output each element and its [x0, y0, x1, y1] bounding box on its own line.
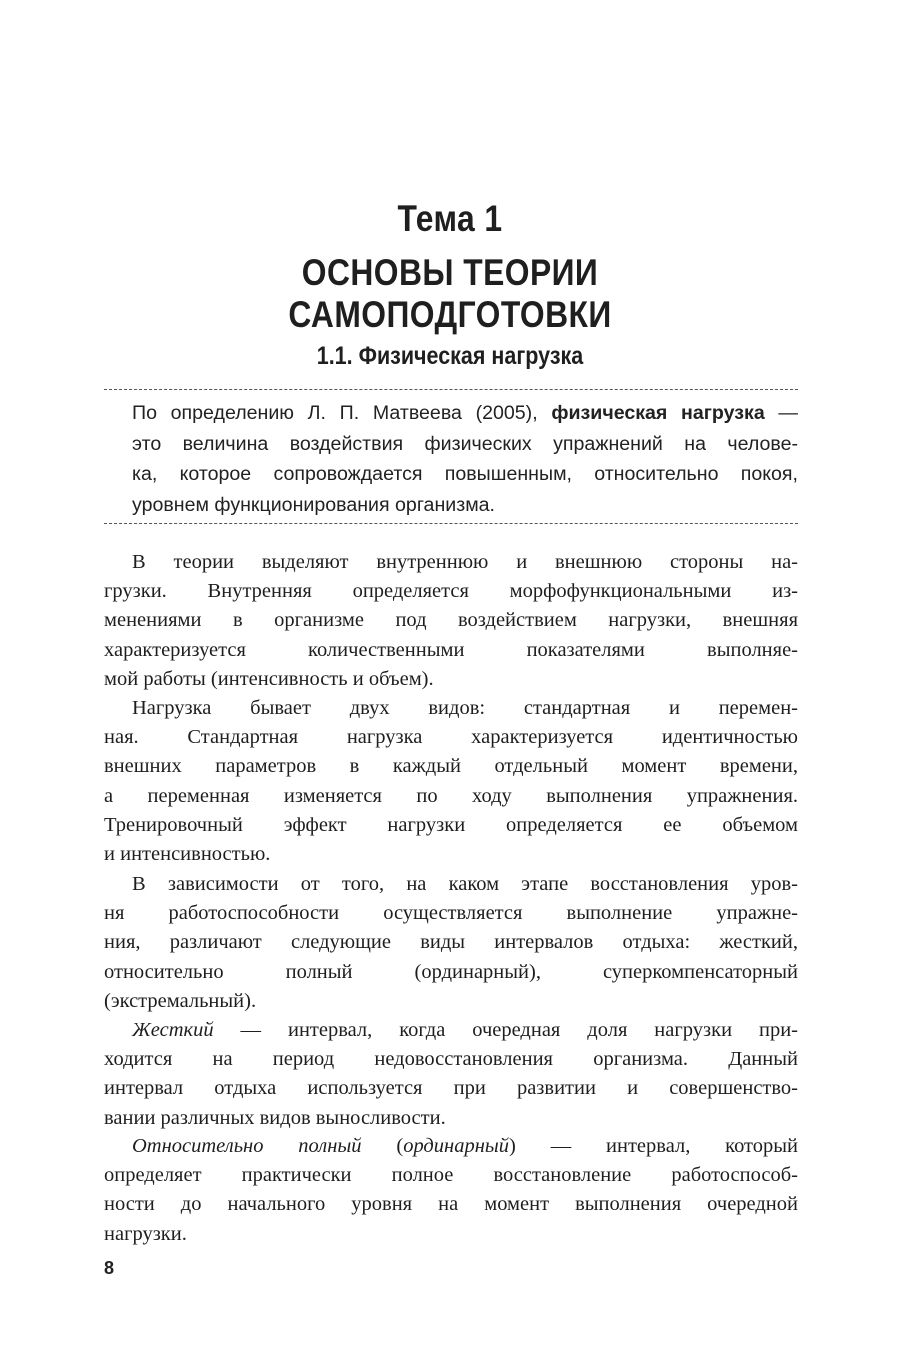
definition-box: [132, 398, 798, 520]
text-line: и интенсивностью.: [104, 843, 271, 866]
text-line: внешних параметров в каждый отдельный момент времени,: [104, 755, 798, 778]
text-line: [104, 1132, 798, 1161]
definition-bottom-divider: [104, 523, 798, 524]
definition-line: [132, 398, 798, 429]
text-line: нагрузки.: [104, 1222, 187, 1245]
section-title: 1.1. Физическая нагрузка: [316, 342, 584, 370]
definition-dash: —: [764, 402, 799, 424]
definition-term: физическая нагрузка: [551, 402, 765, 424]
text-line: вании различных видов выносливости.: [104, 1106, 446, 1129]
topic-label: Тема 1: [397, 198, 503, 239]
text-line: В зависимости от того, на каком этапе восстановления уров-: [132, 873, 798, 895]
text-line: ная. Стандартная нагрузка характеризуется идентичностью: [104, 726, 798, 749]
text-line: В теории выделяют внутреннюю и внешнюю стороны на-: [132, 551, 798, 573]
term-relatively-full: Относительно полный: [132, 1135, 362, 1157]
text-line: интервал отдыха используется при развитии и совершенство-: [104, 1077, 798, 1100]
text-line: ности до начального уровня на момент выполнения очередной: [104, 1193, 798, 1216]
paragraph-hard-interval: [104, 1016, 798, 1133]
paragraph-rest-intervals: [104, 870, 798, 1016]
text-line: определяет практически полное восстановление работоспособ-: [104, 1164, 798, 1187]
paragraph-load-types: [104, 694, 798, 869]
term-ordinary: ординарный: [403, 1135, 510, 1157]
text-line: относительно полный (ординарный), суперкомпенсаторный: [104, 960, 798, 983]
definition-intro: По определению Л. П. Матвеева (2005),: [132, 402, 552, 424]
text-line: характеризуется количественными показателями выполняе-: [104, 638, 798, 661]
definition-line: это величина воздействия физических упражнений на челове-: [132, 432, 798, 455]
text-line: грузки. Внутренняя определяется морфофункциональными из-: [104, 580, 798, 603]
text-fragment: — интервал, когда очередная доля нагрузки при-: [213, 1019, 798, 1041]
definition-line: уровнем функционирования организма.: [132, 493, 496, 516]
paragraph-full-interval: [104, 1132, 798, 1249]
text-line: [104, 1016, 798, 1045]
text-fragment: (: [361, 1135, 404, 1157]
chapter-title: ОСНОВЫ ТЕОРИИ САМОПОДГОТОВКИ: [288, 252, 612, 335]
text-line: ня работоспособности осуществляется выполнение упражне-: [104, 902, 798, 925]
text-fragment: ) — интервал, который: [509, 1135, 798, 1157]
text-line: (экстремальный).: [104, 989, 257, 1012]
page-number: 8: [104, 1258, 115, 1278]
text-line: ходится на период недовосстановления организма. Данный: [104, 1048, 798, 1071]
definition-top-divider: [104, 389, 798, 390]
text-line: Нагрузка бывает двух видов: стандартная и перемен-: [132, 697, 798, 719]
term-hard: Жесткий: [132, 1019, 214, 1041]
text-line: а переменная изменяется по ходу выполнения упражнения.: [104, 784, 798, 807]
text-line: мой работы (интенсивность и объем).: [104, 667, 434, 690]
paragraph-load-sides: [104, 548, 798, 694]
text-line: менениями в организме под воздействием нагрузки, внешняя: [104, 609, 798, 632]
text-line: Тренировочный эффект нагрузки определяется ее объемом: [104, 813, 798, 836]
definition-line: ка, которое сопровождается повышенным, относительно покоя,: [132, 463, 798, 485]
text-line: ния, различают следующие виды интервалов отдыха: жесткий,: [104, 931, 798, 954]
